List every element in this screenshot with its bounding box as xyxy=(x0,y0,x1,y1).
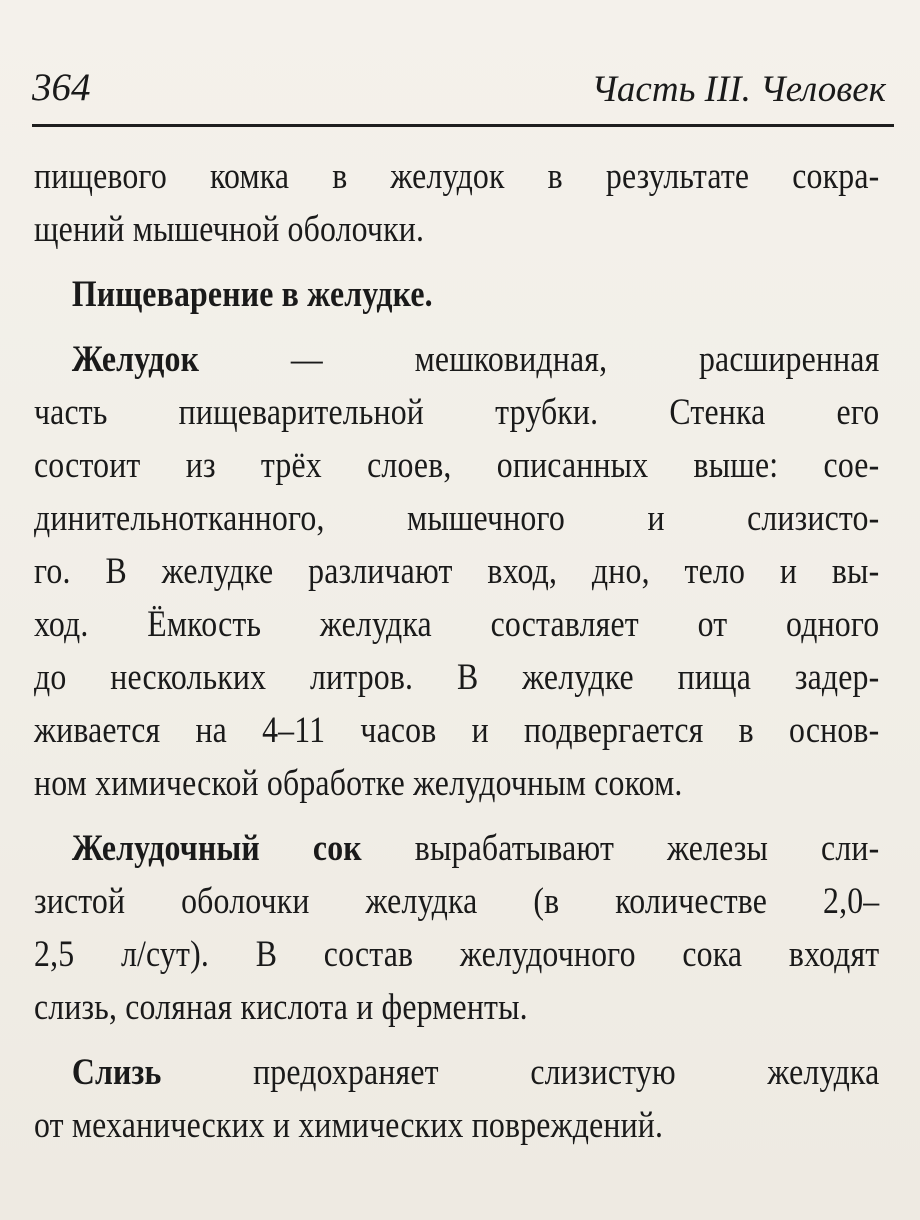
text-line: зистой оболочки желудка (в количестве 2,0– xyxy=(34,881,880,922)
section-heading: Пищеварение в желудке. xyxy=(71,274,433,315)
text-line: живается на 4–11 часов и подвергается в основ- xyxy=(34,710,880,751)
running-head: Часть III. Человек xyxy=(591,69,886,110)
text-line: состоит из трёх слоев, описанных выше: сое- xyxy=(34,445,880,486)
page-number: 364 xyxy=(32,66,91,109)
page-header xyxy=(32,66,894,110)
text-line xyxy=(34,1046,879,1099)
text-line: слизь, соляная кислота и ферменты. xyxy=(34,987,528,1028)
header-rule xyxy=(32,124,894,127)
text-line: ход. Ёмкость желудка составляет от одного xyxy=(34,604,880,645)
text-line: пищевого комка в желудок в результате сокра- xyxy=(34,156,880,197)
text-line: ном химической обработке желудочным соком. xyxy=(34,763,683,804)
text-line: динительнотканного, мышечного и слизисто- xyxy=(34,498,880,539)
term-zheludok: Желудок xyxy=(71,339,200,380)
term-mucus: Слизь xyxy=(71,1052,162,1093)
text-line xyxy=(34,333,879,386)
text-line: го. В желудке различают вход, дно, тело и вы- xyxy=(34,551,880,592)
paragraph-gap xyxy=(34,1034,762,1046)
text-line: от механических и химических повреждений. xyxy=(34,1105,664,1146)
text-line: 2,5 л/сут). В состав желудочного сока входят xyxy=(34,934,880,975)
term-gastric-juice: Желудочный сок xyxy=(71,828,362,869)
paragraph-gap xyxy=(34,810,762,822)
text-fragment: вырабатывают железы сли- xyxy=(361,828,880,869)
text-line: часть пищеварительной трубки. Стенка его xyxy=(34,392,880,433)
paragraph-gap xyxy=(34,321,762,333)
text-line xyxy=(34,822,879,875)
text-fragment: — мешковидная, расширенная xyxy=(199,339,880,380)
body-text xyxy=(34,150,880,1152)
paragraph-gap xyxy=(34,256,762,268)
text-fragment: предохраняет слизистую желудка xyxy=(161,1052,880,1093)
text-line: щений мышечной оболочки. xyxy=(34,209,425,250)
text-line: до нескольких литров. В желудке пища задер- xyxy=(34,657,880,698)
